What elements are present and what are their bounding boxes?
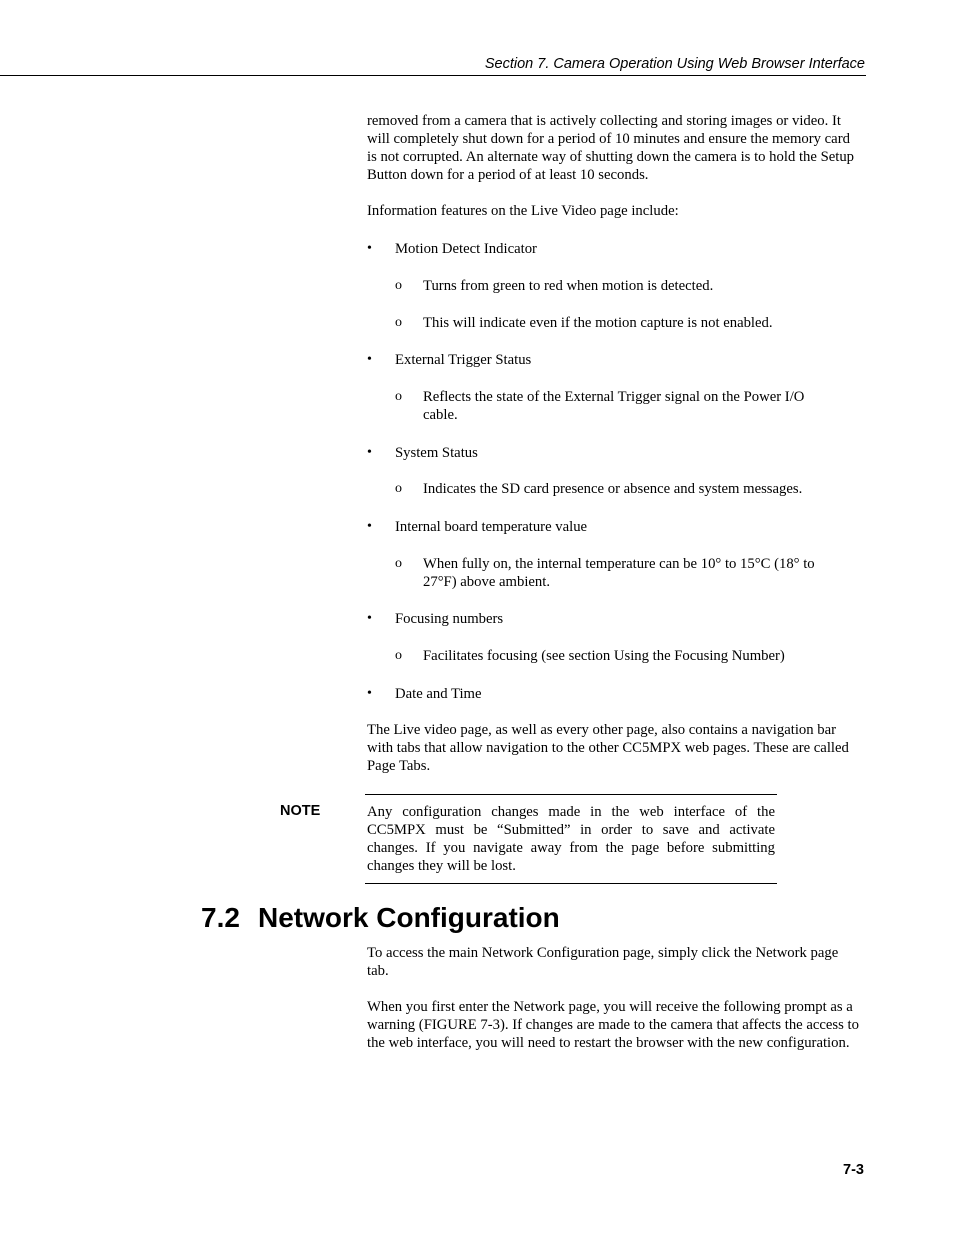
feature-label: External Trigger Status — [395, 352, 532, 368]
network-prompt-text: When you first enter the Network page, you will receive the following prompt as a warning (FIGURE 7-3). If changes are made to the camera that affects the access to the web interface, you will need to restart the browser with the new configuration. — [367, 999, 859, 1051]
note-box — [365, 794, 777, 884]
feature-detail — [395, 314, 835, 332]
network-access-paragraph — [367, 944, 863, 980]
sub-bullet-mark: o — [395, 648, 402, 663]
sub-bullet-mark: o — [395, 556, 402, 571]
features-lead-text: Information features on the Live Video page include: — [367, 203, 679, 219]
feature-detail-text: This will indicate even if the motion capture is not enabled. — [423, 315, 773, 331]
intro-text: removed from a camera that is actively collecting and storing images or video. It will completely shut down for a period of 10 minutes and ensure the memory card is not corrupted. An alternate way of shutting down the camera is to hold the Setup Button down for a period of at least 10 seconds. — [367, 113, 855, 183]
feature-detail-text: Facilitates focusing (see section Using the Focusing Number) — [423, 648, 785, 664]
feature-detail — [395, 388, 835, 424]
bullet-mark: • — [367, 611, 372, 626]
section-heading — [201, 899, 560, 937]
bullet-mark: • — [367, 445, 372, 460]
sub-bullet-mark: o — [395, 315, 402, 330]
note-text: Any configuration changes made in the web interface of the CC5MPX must be “Submitted” in order to save and activate changes. If you navigate away from the page before submitting changes they will be lost. — [367, 804, 775, 874]
sub-bullet-mark: o — [395, 389, 402, 404]
sub-bullet-mark: o — [395, 278, 402, 293]
bullet-mark: • — [367, 686, 372, 701]
header-rule — [0, 75, 866, 76]
feature-label: Motion Detect Indicator — [395, 241, 537, 257]
section-title: Network Configuration — [258, 902, 560, 933]
feature-detail-text: When fully on, the internal temperature can be 10° to 15°C (18° to 27°F) above ambient. — [423, 556, 815, 590]
nav-bar-text: The Live video page, as well as every other page, also contains a navigation bar with tabs that allow navigation to the other CC5MPX web pages. These are called Page Tabs. — [367, 722, 849, 774]
feature-label: Focusing numbers — [395, 611, 504, 627]
page-number: 7-3 — [843, 1162, 864, 1178]
feature-label: System Status — [395, 445, 478, 461]
section-number: 7.2 — [201, 902, 240, 933]
feature-detail — [395, 480, 835, 498]
bullet-mark: • — [367, 241, 372, 256]
feature-label: Internal board temperature value — [395, 519, 588, 535]
running-header: Section 7. Camera Operation Using Web Browser Interface — [484, 56, 865, 72]
feature-detail-text: Indicates the SD card presence or absence and system messages. — [423, 481, 803, 497]
note-label: NOTE — [280, 803, 321, 819]
feature-detail — [395, 555, 835, 591]
intro-paragraph — [367, 112, 863, 184]
bullet-mark: • — [367, 352, 372, 367]
feature-detail — [395, 277, 835, 295]
feature-label: Date and Time — [395, 686, 482, 702]
feature-detail-text: Turns from green to red when motion is detected. — [423, 278, 714, 294]
network-access-text: To access the main Network Configuration page, simply click the Network page tab. — [367, 945, 839, 979]
nav-bar-paragraph — [367, 721, 863, 775]
feature-detail — [395, 647, 835, 665]
sub-bullet-mark: o — [395, 481, 402, 496]
features-lead-paragraph — [367, 202, 863, 220]
bullet-mark: • — [367, 519, 372, 534]
network-prompt-paragraph — [367, 998, 863, 1052]
feature-detail-text: Reflects the state of the External Trigger signal on the Power I/O cable. — [423, 389, 805, 423]
